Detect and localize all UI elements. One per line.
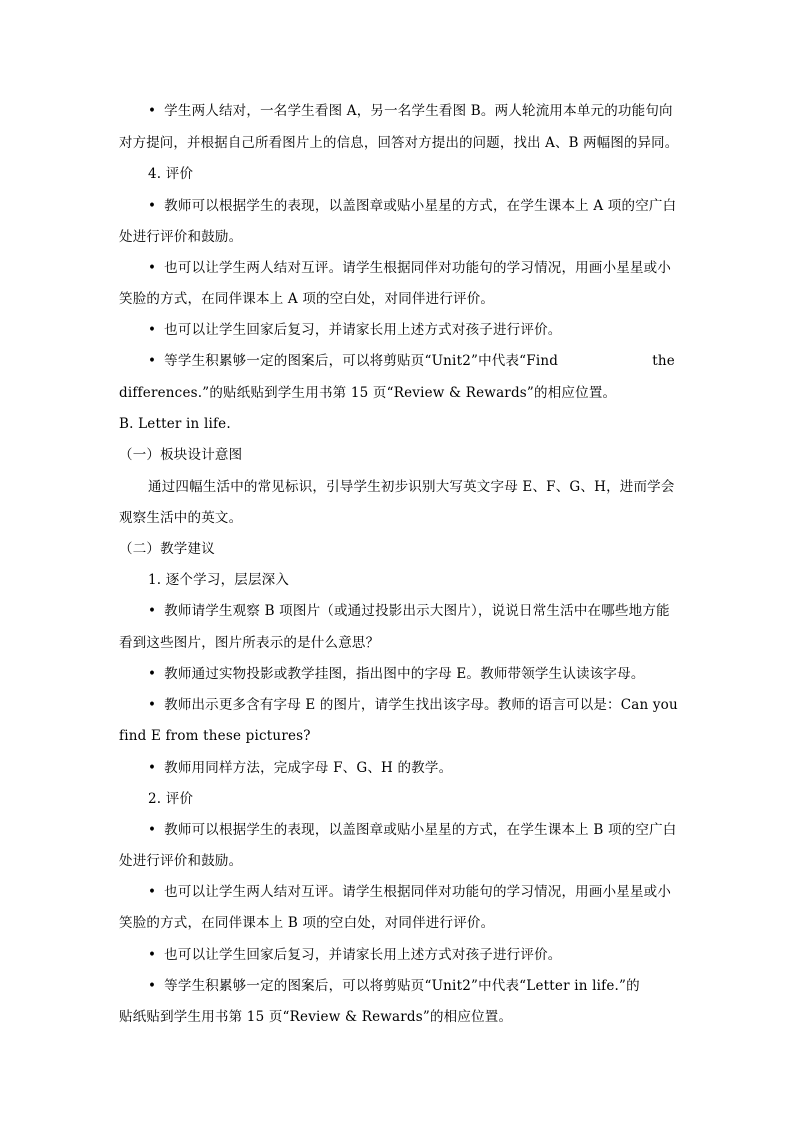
bullet-icon: • bbox=[148, 822, 157, 838]
numbered-heading: 4. 评价 bbox=[148, 166, 194, 182]
paragraph-line bbox=[148, 601, 670, 621]
paragraph-text: 等学生积累够一定的图案后，可以将剪贴页“Unit2”中代表“Find bbox=[164, 353, 559, 369]
paragraph-line bbox=[148, 945, 561, 965]
paragraph-line bbox=[148, 882, 671, 902]
paragraph-line bbox=[148, 320, 561, 340]
paragraph-line bbox=[148, 976, 640, 996]
subsection-heading: （二）教学建议 bbox=[119, 541, 215, 557]
paragraph-line bbox=[148, 351, 675, 371]
paragraph-line: 观察生活中的英文。 bbox=[119, 510, 243, 526]
paragraph-line bbox=[148, 258, 671, 278]
bullet-icon: • bbox=[148, 666, 157, 682]
paragraph-text: 教师请学生观察 B 项图片（或通过投影出示大图片），说说日常生活中在哪些地方能 bbox=[164, 603, 670, 619]
bullet-icon: • bbox=[148, 103, 157, 119]
bullet-icon: • bbox=[148, 198, 157, 214]
paragraph-text: 等学生积累够一定的图案后，可以将剪贴页“Unit2”中代表“Letter in life.”的 bbox=[164, 978, 640, 994]
paragraph-line bbox=[148, 695, 678, 715]
bullet-icon: • bbox=[148, 947, 157, 963]
section-heading: B. Letter in life. bbox=[119, 416, 231, 432]
paragraph-line: find E from these pictures? bbox=[119, 728, 311, 744]
bullet-icon: • bbox=[148, 884, 157, 900]
paragraph-line: 对方提问，并根据自己所看图片上的信息，回答对方提出的问题，找出 A、B 两幅图的异同。 bbox=[119, 135, 679, 151]
subsection-heading: （一）板块设计意图 bbox=[119, 447, 243, 463]
paragraph-line: 通过四幅生活中的常见标识，引导学生初步识别大写英文字母 E、F、G、H，进而学会 bbox=[148, 479, 675, 495]
numbered-heading: 2. 评价 bbox=[148, 791, 194, 807]
bullet-icon: • bbox=[148, 697, 157, 713]
paragraph-text: 教师用同样方法，完成字母 F、G、H 的教学。 bbox=[164, 760, 453, 776]
paragraph-text: 教师通过实物投影或教学挂图，指出图中的字母 E。教师带领学生认读该字母。 bbox=[164, 666, 645, 682]
paragraph-line: 看到这些图片，图片所表示的是什么意思？ bbox=[119, 635, 380, 651]
bullet-icon: • bbox=[148, 978, 157, 994]
bullet-icon: • bbox=[148, 760, 157, 776]
bullet-icon: • bbox=[148, 322, 157, 338]
paragraph-text: 也可以让学生两人结对互评。请学生根据同伴对功能句的学习情况，用画小星星或小 bbox=[164, 260, 672, 276]
paragraph-line bbox=[148, 758, 452, 778]
numbered-heading: 1. 逐个学习，层层深入 bbox=[148, 572, 290, 588]
paragraph-line bbox=[148, 664, 645, 684]
paragraph-text: 也可以让学生回家后复习，并请家长用上述方式对孩子进行评价。 bbox=[164, 322, 562, 338]
bullet-icon: • bbox=[148, 260, 157, 276]
paragraph-text: 也可以让学生两人结对互评。请学生根据同伴对功能句的学习情况，用画小星星或小 bbox=[164, 884, 672, 900]
paragraph-line: 处进行评价和鼓励。 bbox=[119, 229, 243, 245]
paragraph-text: 教师可以根据学生的表现，以盖图章或贴小星星的方式，在学生课本上 A 项的空广白 bbox=[164, 198, 677, 214]
paragraph-line: 处进行评价和鼓励。 bbox=[119, 853, 243, 869]
paragraph-line: 贴纸贴到学生用书第 15 页“Review & Rewards”的相应位置。 bbox=[119, 1009, 513, 1025]
paragraph-text: 教师出示更多含有字母 E 的图片，请学生找出该字母。教师的语言可以是：Can you bbox=[164, 697, 678, 713]
paragraph-text-end: the bbox=[652, 353, 675, 369]
paragraph-line: 笑脸的方式，在同伴课本上 A 项的空白处，对同伴进行评价。 bbox=[119, 291, 495, 307]
paragraph-line bbox=[148, 196, 676, 216]
paragraph-line: 笑脸的方式，在同伴课本上 B 项的空白处，对同伴进行评价。 bbox=[119, 915, 495, 931]
bullet-icon: • bbox=[148, 353, 157, 369]
paragraph-text: 学生两人结对，一名学生看图 A，另一名学生看图 B。两人轮流用本单元的功能句向 bbox=[164, 103, 673, 119]
paragraph-text: 教师可以根据学生的表现，以盖图章或贴小星星的方式，在学生课本上 B 项的空广白 bbox=[164, 822, 677, 838]
paragraph-line bbox=[148, 820, 676, 840]
paragraph-line bbox=[148, 101, 673, 121]
paragraph-text: 也可以让学生回家后复习，并请家长用上述方式对孩子进行评价。 bbox=[164, 947, 562, 963]
paragraph-text-start bbox=[148, 351, 558, 371]
bullet-icon: • bbox=[148, 603, 157, 619]
paragraph-line: differences.”的贴纸贴到学生用书第 15 页“Review & Rewards”的相应位置。 bbox=[119, 385, 617, 401]
